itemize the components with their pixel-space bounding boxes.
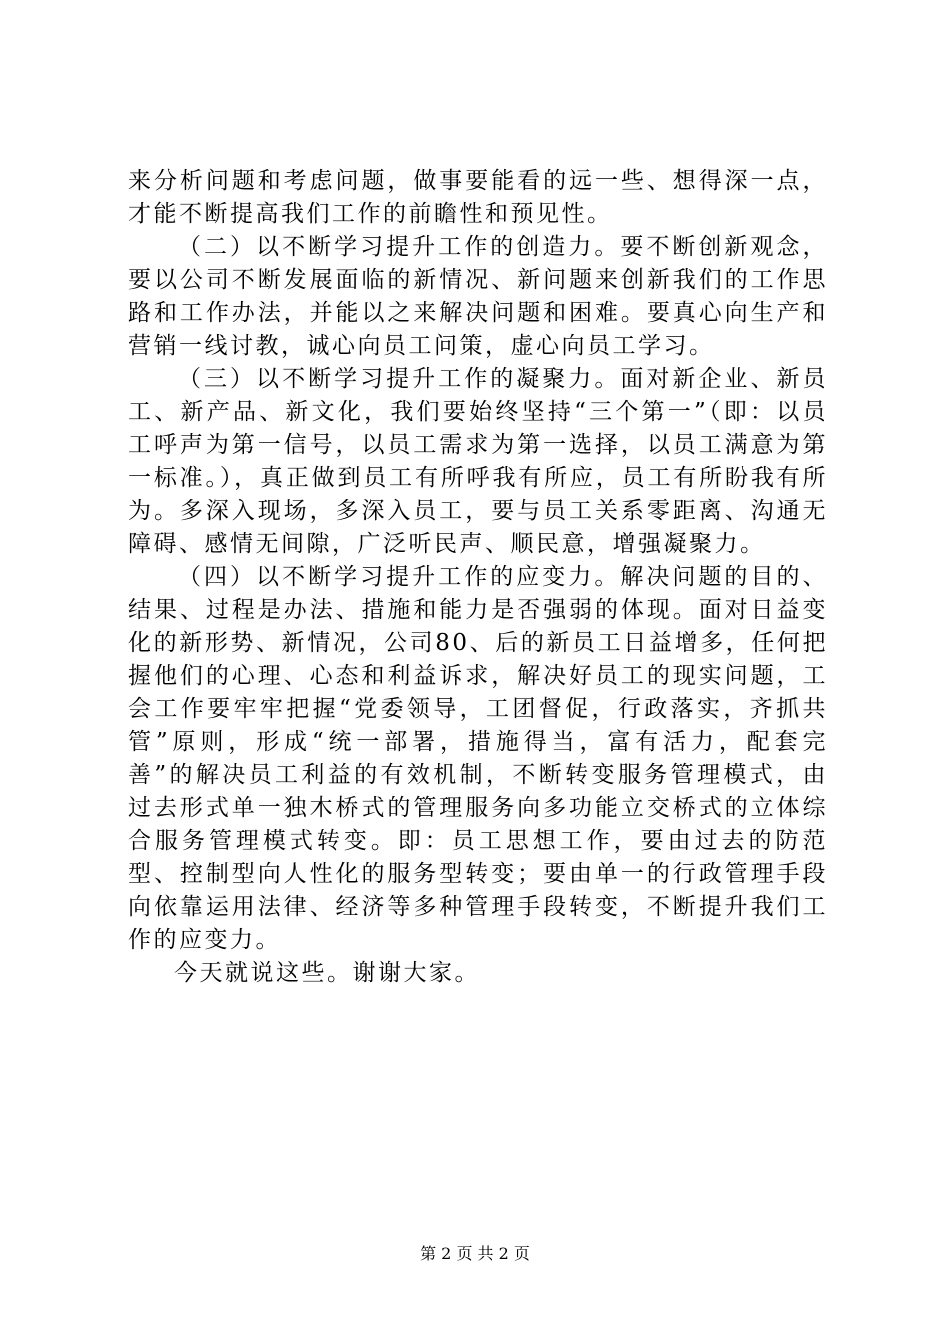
paragraph-section-4: （四）以不断学习提升工作的应变力。解决问题的目的、结果、过程是办法、措施和能力是否强弱的体现。面对日益变化的新形势、新情况，公司80、后的新员工日益增多，任何把握他们的心理、心态和利益诉求，解决好员工的现实问题，工会工作要牢牢把握“党委领导，工团督促，行政落实，齐抓共管”原则，形成“统一部署，措施得当，富有活力，配套完善”的解决员工利益的有效机制，不断转变服务管理模式，由过去形式单一独木桥式的管理服务向多功能立交桥式的立体综合服务管理模式转变。即：员工思想工作，要由过去的防范型、控制型向人性化的服务型转变；要由单一的行政管理手段向依靠运用法律、经济等多种管理手段转变，不断提升我们工作的应变力。 — [128, 564, 828, 953]
body-text — [128, 165, 828, 990]
paragraph-section-2: （二）以不断学习提升工作的创造力。要不断创新观念，要以公司不断发展面临的新情况、新问题来创新我们的工作思路和工作办法，并能以之来解决问题和困难。要真心向生产和营销一线讨教，诚心向员工问策，虚心向员工学习。 — [128, 234, 828, 359]
paragraph-continuation: 来分析问题和考虑问题，做事要能看的远一些、想得深一点，才能不断提高我们工作的前瞻性和预见性。 — [128, 168, 828, 227]
paragraph-closing: 今天就说这些。谢谢大家。 — [174, 960, 480, 986]
page-footer — [0, 1244, 950, 1264]
paragraph-section-3: （三）以不断学习提升工作的凝聚力。面对新企业、新员工、新产品、新文化，我们要始终坚持“三个第一”（即：以员工呼声为第一信号，以员工需求为第一选择，以员工满意为第一标准。），真正做到员工有所呼我有所应，员工有所盼我有所为。多深入现场，多深入员工，要与员工关系零距离、沟通无障碍、感情无间隙，广泛听民声、顺民意，增强凝聚力。 — [128, 366, 828, 557]
page-number-label: 第 2 页 共 2 页 — [420, 1244, 530, 1263]
